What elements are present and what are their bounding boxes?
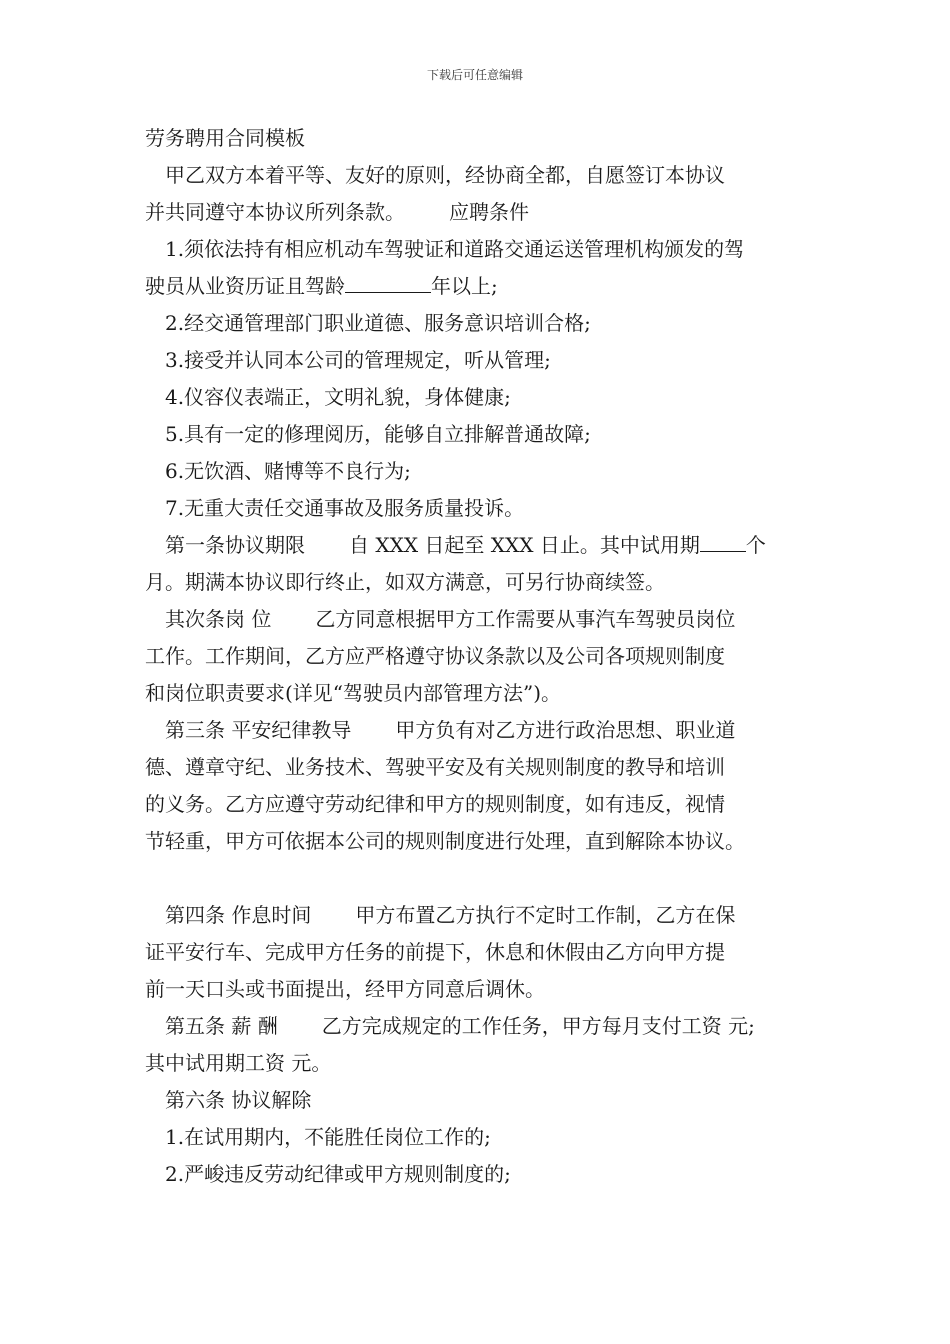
article-1-line-2: 月。期满本协议即行终止，如双方满意，可另行协商续签。 xyxy=(145,570,665,594)
article-6-item-2: 2.严峻违反劳动纪律或甲方规则制度的; xyxy=(165,1162,511,1186)
article-6-heading: 第六条 协议解除 xyxy=(165,1088,312,1112)
article-3-line-2: 德、遵章守纪、业务技术、驾驶平安及有关规则制度的教导和培训 xyxy=(145,755,725,779)
condition-5: 5.具有一定的修理阅历，能够自立排解普通故障; xyxy=(165,422,591,446)
article-2-line-3: 和岗位职责要求(详见“驾驶员内部管理方法”)。 xyxy=(145,681,562,705)
article-5-heading: 第五条 薪 酬 xyxy=(165,1014,278,1038)
document-body xyxy=(145,120,810,1193)
condition-1a: 1.须依法持有相应机动车驾驶证和道路交通运送管理机构颁发的驾 xyxy=(165,237,745,261)
condition-3: 3.接受并认同本公司的管理规定，听从管理; xyxy=(165,348,551,372)
intro-line-1: 甲乙双方本着平等、友好的原则，经协商全都，自愿签订本协议 xyxy=(165,163,725,187)
condition-4: 4.仪容仪表端正，文明礼貌，身体健康; xyxy=(165,385,511,409)
condition-1b xyxy=(145,268,810,305)
article-4-line-2: 证平安行车、完成甲方任务的前提下，休息和休假由乙方向甲方提 xyxy=(145,940,725,964)
article-5-text: 乙方完成规定的工作任务，甲方每月支付工资 元; xyxy=(321,1014,755,1038)
conditions-heading: 应聘条件 xyxy=(449,200,529,224)
condition-1b-text: 驶员从业资历证且驾龄 xyxy=(145,274,345,298)
driving-years-blank xyxy=(345,268,431,293)
article-1-heading: 第一条协议期限 xyxy=(165,533,305,557)
article-2-text: 乙方同意根据甲方工作需要从事汽车驾驶员岗位 xyxy=(315,607,736,631)
article-4-line-1 xyxy=(145,897,810,934)
article-5-line-1 xyxy=(145,1008,810,1045)
article-4-heading: 第四条 作息时间 xyxy=(165,903,312,927)
document-title: 劳务聘用合同模板 xyxy=(145,126,305,150)
article-4-line-3: 前一天口头或书面提出，经甲方同意后调休。 xyxy=(145,977,545,1001)
article-3-line-4: 节轻重，甲方可依据本公司的规则制度进行处理，直到解除本协议。 xyxy=(145,829,745,853)
article-1-unit: 个 xyxy=(745,533,766,557)
article-1-line-1 xyxy=(145,527,810,564)
intro-line-2 xyxy=(145,194,810,231)
article-3-text: 甲方负有对乙方进行政治思想、职业道 xyxy=(395,718,736,742)
article-3-line-1 xyxy=(145,712,810,749)
condition-1b-suffix: 年以上; xyxy=(431,274,498,298)
intro-text: 并共同遵守本协议所列条款。 xyxy=(145,200,405,224)
trial-period-blank xyxy=(700,527,746,552)
article-5-line-2: 其中试用期工资 元。 xyxy=(145,1051,332,1075)
article-2-line-1 xyxy=(145,601,810,638)
article-3-heading: 第三条 平安纪律教导 xyxy=(165,718,352,742)
article-3-line-3: 的义务。乙方应遵守劳动纪律和甲方的规则制度，如有违反，视情 xyxy=(145,792,725,816)
condition-7: 7.无重大责任交通事故及服务质量投诉。 xyxy=(165,496,525,520)
condition-6: 6.无饮酒、赌博等不良行为; xyxy=(165,459,411,483)
article-2-heading: 其次条岗 位 xyxy=(165,607,272,631)
article-4-text: 甲方布置乙方执行不定时工作制，乙方在保 xyxy=(355,903,736,927)
article-2-line-2: 工作。工作期间，乙方应严格遵守协议条款以及公司各项规则制度 xyxy=(145,644,725,668)
article-1-text: 自 XXX 日起至 XXX 日止。其中试用期 xyxy=(349,533,700,557)
page-header: 下载后可任意编辑 xyxy=(426,68,523,82)
article-6-item-1: 1.在试用期内，不能胜任岗位工作的; xyxy=(165,1125,491,1149)
condition-2: 2.经交通管理部门职业道德、服务意识培训合格; xyxy=(165,311,591,335)
